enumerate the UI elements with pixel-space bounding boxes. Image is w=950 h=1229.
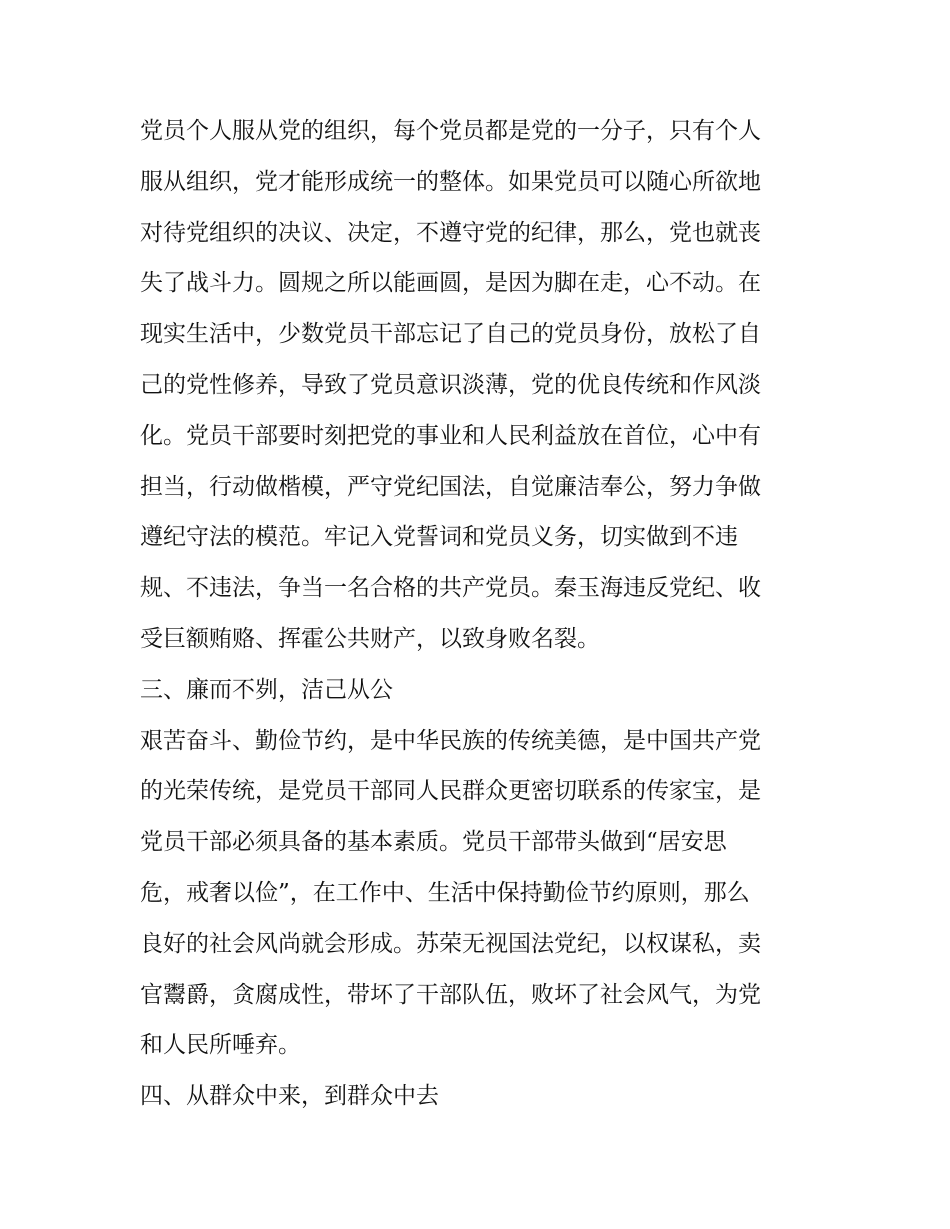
paragraph-line: 担当，行动做楷模，严守党纪国法，自觉廉洁奉公，努力争做 xyxy=(140,473,761,500)
paragraph-line: 规、不违法，争当一名合格的共产党员。秦玉海违反党纪、收 xyxy=(140,575,761,602)
paragraph-line: 党员个人服从党的组织，每个党员都是党的一分子，只有个人 xyxy=(140,118,761,144)
paragraph-line: 危，戒奢以俭”，在工作中、生活中保持勤俭节约原则，那么 xyxy=(140,879,750,906)
paragraph-line: 艰苦奋斗、勤俭节约，是中华民族的传统美德，是中国共产党 xyxy=(140,727,761,754)
paragraph-line: 对待党组织的决议、决定，不遵守党的纪律，那么，党也就丧 xyxy=(140,219,761,246)
paragraph-line: 遵纪守法的模范。牢记入党誓词和党员义务，切实做到不违 xyxy=(140,524,738,551)
paragraph-line: 化。党员干部要时刻把党的事业和人民利益放在首位，心中有 xyxy=(140,422,761,449)
paragraph-line: 己的党性修养，导致了党员意识淡薄，党的优良传统和作风淡 xyxy=(140,371,761,398)
section-heading: 三、廉而不刿，洁己从公 xyxy=(140,676,393,703)
document-body xyxy=(140,106,820,1122)
paragraph-line: 受巨额贿赂、挥霍公共财产，以致身败名裂。 xyxy=(140,625,600,652)
paragraph-line: 和人民所唾弃。 xyxy=(140,1032,301,1059)
paragraph-line: 服从组织，党才能形成统一的整体。如果党员可以随心所欲地 xyxy=(140,168,761,195)
section-heading: 四、从群众中来，到群众中去 xyxy=(140,1083,439,1110)
paragraph-line: 良好的社会风尚就会形成。苏荣无视国法党纪，以权谋私，卖 xyxy=(140,930,761,957)
paragraph-line: 现实生活中，少数党员干部忘记了自己的党员身份，放松了自 xyxy=(140,321,761,348)
paragraph-line: 失了战斗力。圆规之所以能画圆，是因为脚在走，心不动。在 xyxy=(140,270,761,297)
paragraph-line: 党员干部必须具备的基本素质。党员干部带头做到“居安思 xyxy=(140,829,727,856)
paragraph-line: 的光荣传统，是党员干部同人民群众更密切联系的传家宝，是 xyxy=(140,778,761,805)
paragraph-line: 官鬻爵，贪腐成性，带坏了干部队伍，败坏了社会风气，为党 xyxy=(140,981,761,1008)
